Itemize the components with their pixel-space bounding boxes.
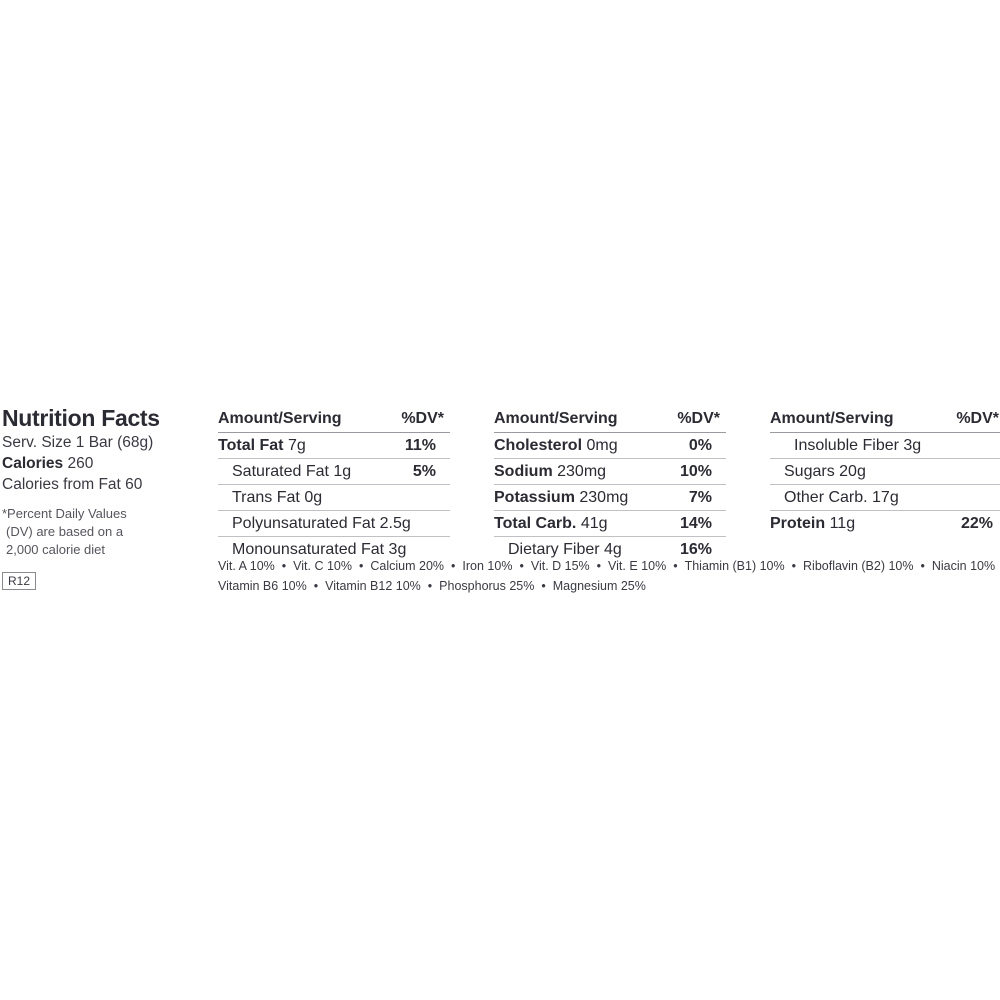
separator-dot: • [281, 559, 287, 573]
separator-dot: • [673, 559, 678, 573]
amount-serving-header: Amount/Serving [770, 410, 894, 427]
nutrient-name [784, 485, 899, 510]
nutrient-amount: 0mg [586, 437, 618, 454]
nutrient-name [770, 511, 855, 536]
nutrient-name [232, 511, 411, 536]
nutrient-amount: Sugars 20g [784, 463, 866, 480]
vitamin-item: Thiamin (B1) 10% [684, 559, 785, 573]
nutrient-amount: Polyunsaturated Fat 2.5g [232, 515, 411, 532]
vitamin-item: Niacin 10% [931, 559, 996, 573]
vitamin-line [218, 576, 1000, 596]
nutrient-label: Sodium [494, 463, 553, 480]
vitamin-item: Calcium 20% [370, 559, 445, 573]
nutrient-dv: 11% [404, 437, 436, 454]
nutrient-name [232, 459, 351, 484]
nutrient-name [794, 433, 921, 458]
nutrient-column-3 [770, 406, 1000, 536]
footnote-line: 2,000 calorie diet [6, 542, 106, 557]
vitamins-minerals [218, 556, 1000, 596]
vitamin-item: Phosphorus 25% [439, 579, 535, 593]
nutrient-row [770, 433, 1000, 459]
vitamin-item: Vit. E 10% [608, 559, 667, 573]
vitamin-item: Iron 10% [462, 559, 513, 573]
dv-header: %DV* [401, 410, 444, 427]
nutrient-dv: 16% [679, 541, 712, 558]
nutrient-dv: 5% [412, 463, 436, 480]
separator-dot: • [427, 579, 433, 593]
nutrient-name [494, 459, 606, 484]
calories-from-fat: Calories from Fat 60 [2, 476, 143, 493]
nutrient-row [218, 433, 450, 459]
separator-dot: • [313, 579, 319, 593]
nutrient-name [232, 485, 322, 510]
nutrient-label: Protein [770, 515, 826, 532]
vitamin-item: Vitamin B12 10% [325, 579, 421, 593]
nutrition-facts-title: Nutrition Facts [2, 405, 160, 431]
nutrient-label: Total Carb. [494, 515, 577, 532]
vitamin-item: Vitamin B6 10% [218, 579, 307, 593]
nutrition-label [0, 404, 1000, 604]
nutrient-name [494, 511, 608, 536]
calories-label: Calories [2, 455, 64, 472]
dv-header: %DV* [677, 410, 720, 427]
dv-header: %DV* [956, 410, 999, 427]
column-header [770, 406, 1000, 433]
nutrient-row [494, 459, 726, 485]
column-header [494, 406, 726, 433]
separator-dot: • [791, 559, 797, 573]
vitamin-item: Magnesium 25% [552, 579, 646, 593]
nutrient-amount: Saturated Fat 1g [232, 463, 352, 480]
nutrient-amount: Trans Fat 0g [232, 489, 323, 506]
separator-dot: • [451, 559, 456, 573]
nutrient-amount: Other Carb. 17g [784, 489, 899, 506]
nutrient-row [494, 511, 726, 537]
footnote-line: (DV) are based on a [6, 524, 124, 539]
nutrient-row [494, 433, 726, 459]
calories-line [2, 453, 202, 474]
nutrient-column-2 [494, 406, 726, 562]
product-code: R12 [2, 572, 36, 590]
nutrient-label: Cholesterol [494, 437, 583, 454]
nutrient-label: Potassium [494, 489, 575, 506]
vitamin-item: Vit. D 15% [530, 559, 590, 573]
separator-dot: • [358, 559, 364, 573]
serving-size: Serv. Size 1 Bar (68g) [2, 434, 154, 451]
nutrient-name [494, 485, 628, 510]
label-summary [2, 404, 202, 559]
nutrient-row [770, 511, 1000, 536]
vitamin-line [218, 556, 1000, 576]
separator-dot: • [541, 579, 546, 593]
amount-serving-header: Amount/Serving [218, 410, 342, 427]
nutrient-amount: 230mg [579, 489, 629, 506]
nutrient-name [494, 433, 618, 458]
nutrient-row [218, 459, 450, 485]
nutrient-row [770, 459, 1000, 485]
nutrient-dv: 0% [688, 437, 712, 454]
nutrient-amount: 11g [829, 515, 856, 532]
nutrient-dv: 22% [960, 515, 993, 532]
calories-value: 260 [67, 455, 94, 472]
nutrient-amount: 230mg [557, 463, 607, 480]
dv-footnote [2, 505, 202, 559]
nutrient-dv: 14% [679, 515, 712, 532]
separator-dot: • [920, 559, 925, 573]
separator-dot: • [519, 559, 524, 573]
nutrient-row [770, 485, 1000, 511]
column-header [218, 406, 450, 433]
vitamin-item: Vit. A 10% [218, 559, 275, 573]
nutrient-column-1 [218, 406, 450, 562]
nutrient-amount: 41g [580, 515, 608, 532]
nutrient-amount: Monounsaturated Fat 3g [232, 541, 407, 558]
nutrient-dv: 10% [679, 463, 712, 480]
nutrient-row [494, 485, 726, 511]
nutrient-name [218, 433, 306, 458]
vitamin-item: Vit. C 10% [293, 559, 352, 573]
nutrient-amount: 7g [287, 437, 306, 454]
vitamin-item: Riboflavin (B2) 10% [803, 559, 914, 573]
nutrient-row [218, 511, 450, 537]
nutrient-label: Total Fat [218, 437, 284, 454]
nutrient-name [784, 459, 866, 484]
nutrient-dv: 7% [688, 489, 712, 506]
amount-serving-header: Amount/Serving [494, 410, 618, 427]
footnote-line: *Percent Daily Values [2, 506, 127, 521]
nutrient-row [218, 485, 450, 511]
nutrient-amount: Dietary Fiber 4g [508, 541, 622, 558]
nutrient-amount: Insoluble Fiber 3g [794, 437, 922, 454]
separator-dot: • [596, 559, 602, 573]
